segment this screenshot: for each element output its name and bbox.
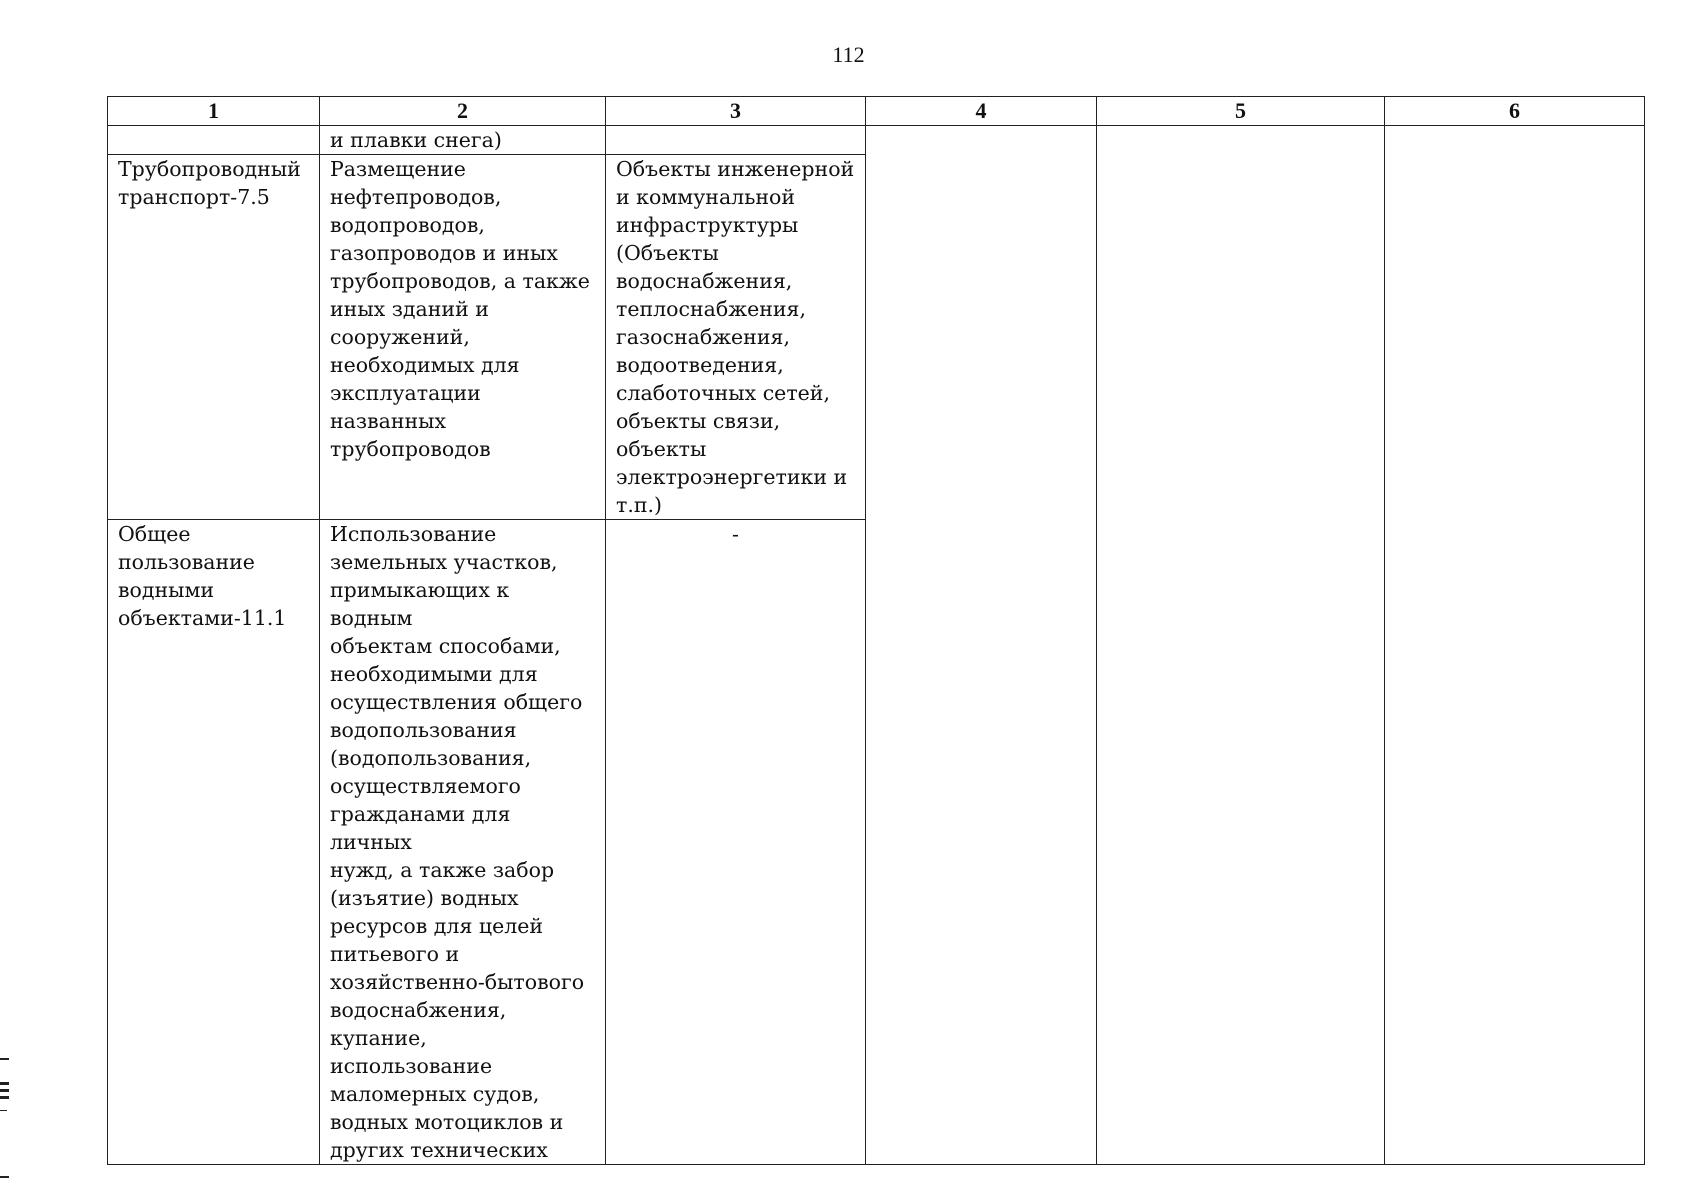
cell-continuation-col3 [606,126,866,155]
cell-land-use-type: Трубопроводный транспорт-7.5 [108,155,320,520]
cell-col4-empty [866,126,1097,1165]
column-header-6: 6 [1385,97,1645,126]
cell-col5-empty [1097,126,1385,1165]
cell-description: Размещение нефтепроводов, водопроводов, газопроводов и иных трубопроводов, а также иных зданий и сооружений, необходимых для эксплуатации названных трубопроводов [320,155,606,520]
cell-description: Использование земельных участков, примыкающих к водным объектам способами, необходимыми для осуществления общего водопользования (водопользования, осуществляемого гражданами для личных нужд, а также забор (изъятие) водных ресурсов для целей питьевого и хозяйственно-бытового водоснабжения, купание, использование маломерных судов, водных мотоциклов и других технических [320,520,606,1165]
scan-artifact [0,1096,9,1099]
cell-objects: Объекты инженерной и коммунальной инфраструктуры (Объекты водоснабжения, теплоснабжения, газоснабжения, водоотведения, слаботочных сетей, объекты связи, объекты электроэнергетики и т.п.) [606,155,866,520]
cell-col6-empty [1385,126,1645,1165]
cell-continuation-col1 [108,126,320,155]
column-header-3: 3 [606,97,866,126]
cell-objects: - [606,520,866,1165]
table-row-continuation [108,126,1645,155]
header-row [108,97,1645,126]
land-use-table [107,96,1645,1165]
column-header-5: 5 [1097,97,1385,126]
scan-artifact [0,1110,7,1111]
column-header-1: 1 [108,97,320,126]
cell-land-use-type: Общее пользование водными объектами-11.1 [108,520,320,1165]
scan-artifact [0,1089,9,1092]
page-number: 112 [832,42,865,67]
column-header-2: 2 [320,97,606,126]
column-header-4: 4 [866,97,1097,126]
scan-artifact [0,1058,9,1060]
scan-artifact [0,1176,9,1178]
scan-artifact [0,1082,9,1085]
cell-continuation-col2: и плавки снега) [320,126,606,155]
